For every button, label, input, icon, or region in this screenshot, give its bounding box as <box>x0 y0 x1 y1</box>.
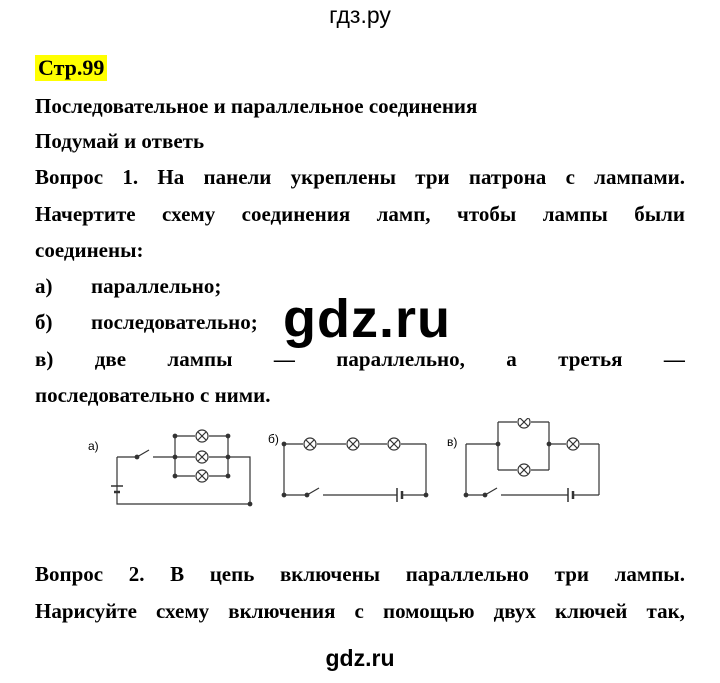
question1-line3: соединены: <box>35 238 144 262</box>
word: две <box>94 347 127 371</box>
section-subtitle: Подумай и ответь <box>35 129 205 153</box>
question2-line1 <box>35 561 685 587</box>
word: параллельно <box>405 562 530 586</box>
item-c-continuation: последовательно с ними. <box>35 383 271 407</box>
word: В <box>170 562 185 586</box>
question2-line2 <box>35 598 685 624</box>
page-label: Стр.99 <box>35 55 107 81</box>
word: — <box>663 347 685 371</box>
word: цепь <box>209 562 255 586</box>
item-a-text: параллельно; <box>91 274 222 298</box>
word: ламп, <box>376 202 431 226</box>
diagram-a-label: а) <box>88 439 99 453</box>
word: патрона <box>468 165 547 189</box>
word: были <box>634 202 685 226</box>
section-title: Последовательное и параллельное соединения <box>35 94 478 118</box>
word: в) <box>35 347 54 371</box>
question1-line2 <box>35 201 685 227</box>
item-a-letter: а) <box>35 274 53 298</box>
word: лампами. <box>594 165 685 189</box>
diagram-b-series <box>268 432 428 502</box>
word: 1. <box>122 165 139 189</box>
word: три <box>415 165 450 189</box>
word: параллельно, <box>336 347 465 371</box>
word: схему <box>162 202 216 226</box>
watermark: gdz.ru <box>283 289 451 349</box>
word: соединения <box>241 202 351 226</box>
word: лампы. <box>614 562 685 586</box>
site-header: гдз.ру <box>329 2 391 28</box>
word: лампы <box>167 347 233 371</box>
word: Вопрос <box>35 165 104 189</box>
word: а <box>506 347 517 371</box>
word: 2. <box>128 562 145 586</box>
word: с <box>565 165 575 189</box>
word: Нарисуйте <box>35 599 137 623</box>
word: На <box>157 165 185 189</box>
word: Вопрос <box>35 562 104 586</box>
word: третья <box>558 347 623 371</box>
question1-line1 <box>35 164 685 190</box>
word: укреплены <box>290 165 396 189</box>
word: — <box>273 347 295 371</box>
word: лампы <box>542 202 608 226</box>
diagram-a-parallel <box>88 430 252 506</box>
circuit-diagrams <box>85 418 615 510</box>
word: панели <box>203 165 272 189</box>
word: Начертите <box>35 202 136 226</box>
word: включены <box>279 562 381 586</box>
word: помощью <box>382 599 475 623</box>
word: схему <box>156 599 210 623</box>
diagram-c-label: в) <box>447 435 458 449</box>
word: с <box>354 599 364 623</box>
word: три <box>554 562 589 586</box>
word: так, <box>646 599 685 623</box>
site-footer: gdz.ru <box>325 645 395 671</box>
item-b-letter: б) <box>35 310 53 334</box>
diagram-c-mixed <box>447 418 599 502</box>
word: чтобы <box>456 202 517 226</box>
word: включения <box>228 599 336 623</box>
word: двух <box>493 599 536 623</box>
item-b-text: последовательно; <box>91 310 258 334</box>
diagram-b-label: б) <box>268 432 279 446</box>
word: ключей <box>555 599 628 623</box>
